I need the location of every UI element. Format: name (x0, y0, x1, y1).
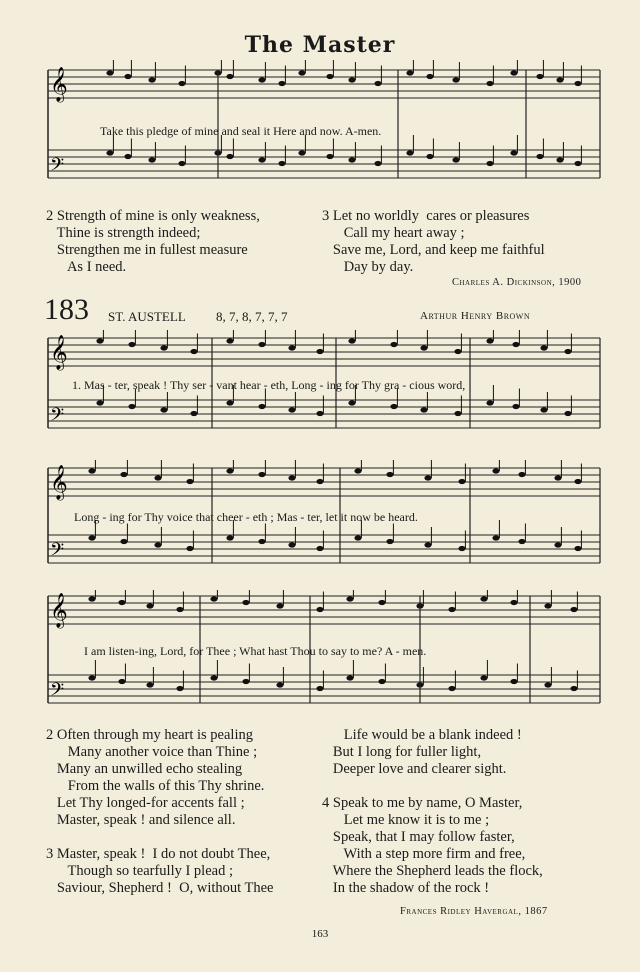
note-head (226, 400, 233, 405)
lyrics-line: Take this pledge of mine and seal it Here and now. A-men. (100, 124, 382, 138)
note-head (518, 539, 525, 544)
note-head (226, 154, 233, 159)
note-head (210, 596, 217, 601)
note-head (88, 596, 95, 601)
note-head (258, 77, 265, 82)
note-head (124, 154, 131, 159)
note-head (316, 411, 323, 416)
note-head (242, 600, 249, 605)
note-head (128, 404, 135, 409)
note-head (96, 338, 103, 343)
note-head (316, 686, 323, 691)
note-head (348, 338, 355, 343)
note-head (326, 154, 333, 159)
note-head (564, 349, 571, 354)
note-head (242, 679, 249, 684)
note-head (426, 74, 433, 79)
note-head (564, 411, 571, 416)
note-head (486, 161, 493, 166)
note-head (574, 161, 581, 166)
note-head (88, 468, 95, 473)
treble-clef: 𝄞 (50, 67, 68, 102)
note-head (574, 479, 581, 484)
note-head (540, 345, 547, 350)
verse-block-left: 2 Strength of mine is only weakness, Thine is strength indeed; Strengthen me in fullest measure As I need. (46, 208, 260, 275)
note-head (276, 682, 283, 687)
note-head (148, 77, 155, 82)
note-head (278, 161, 285, 166)
note-head (148, 157, 155, 162)
note-head (298, 150, 305, 155)
note-head (492, 535, 499, 540)
note-head (544, 682, 551, 687)
tune-name: ST. AUSTELL (108, 309, 186, 324)
note-head (570, 607, 577, 612)
note-head (288, 345, 295, 350)
note-head (176, 607, 183, 612)
note-head (556, 77, 563, 82)
note-head (154, 475, 161, 480)
composer-credit: Arthur Henry Brown (420, 310, 531, 322)
note-head (420, 407, 427, 412)
note-head (486, 338, 493, 343)
note-head (452, 157, 459, 162)
note-head (536, 154, 543, 159)
note-head (354, 535, 361, 540)
note-head (348, 400, 355, 405)
note-head (128, 342, 135, 347)
note-head (288, 542, 295, 547)
note-head (406, 150, 413, 155)
note-head (276, 603, 283, 608)
note-head (424, 475, 431, 480)
bass-clef: 𝄢 (50, 155, 65, 180)
note-head (374, 161, 381, 166)
note-head (348, 157, 355, 162)
note-head (316, 349, 323, 354)
note-head (278, 81, 285, 86)
meter: 8, 7, 8, 7, 7, 7 (216, 309, 288, 324)
verse-block-left: 2 Often through my heart is pealing Many another voice than Thine ; Many an unwilled echo stealing From the walls of this Thy shrine. Let Thy longed-for accents fall ; Master, speak ! and silence all. 3 Master, speak ! I do not doubt Thee, Though so tearfully I plead ; Saviour, Shepherd ! O, without Thee (46, 727, 274, 896)
page-number: 163 (311, 928, 329, 940)
note-head (536, 74, 543, 79)
note-head (458, 546, 465, 551)
treble-clef: 𝄞 (50, 335, 68, 370)
note-head (454, 411, 461, 416)
note-head (118, 679, 125, 684)
note-head (390, 342, 397, 347)
note-head (540, 407, 547, 412)
note-head (210, 675, 217, 680)
note-head (106, 150, 113, 155)
note-head (298, 70, 305, 75)
note-head (288, 475, 295, 480)
note-head (570, 686, 577, 691)
note-head (316, 607, 323, 612)
note-head (386, 539, 393, 544)
note-head (518, 472, 525, 477)
lyrics-line: 1. Mas - ter, speak ! Thy ser - vant hear - eth, Long - ing for Thy gra - cious word, (72, 378, 466, 392)
note-head (386, 472, 393, 477)
note-head (458, 479, 465, 484)
note-head (326, 74, 333, 79)
hymn-number: 183 (44, 293, 89, 326)
note-head (510, 70, 517, 75)
note-head (316, 479, 323, 484)
note-head (480, 675, 487, 680)
note-head (226, 338, 233, 343)
lyrics-line: Long - ing for Thy voice that cheer - eth ; Mas - ter, let it now be heard. (74, 510, 418, 524)
note-head (190, 349, 197, 354)
bass-clef: 𝄢 (50, 540, 65, 565)
note-head (146, 682, 153, 687)
note-head (226, 74, 233, 79)
treble-clef: 𝄞 (50, 593, 68, 628)
note-head (378, 679, 385, 684)
note-head (178, 81, 185, 86)
note-head (492, 468, 499, 473)
note-head (554, 475, 561, 480)
note-head (348, 77, 355, 82)
note-head (480, 596, 487, 601)
treble-clef: 𝄞 (50, 465, 68, 500)
note-head (512, 342, 519, 347)
note-head (486, 400, 493, 405)
note-head (88, 535, 95, 540)
note-head (354, 468, 361, 473)
note-head (160, 345, 167, 350)
note-head (258, 404, 265, 409)
verse-block-right: 3 Let no worldly cares or pleasures Call my heart away ; Save me, Lord, and keep me faithful Day by day. (322, 208, 545, 275)
note-head (420, 345, 427, 350)
note-head (226, 535, 233, 540)
note-head (120, 472, 127, 477)
note-head (258, 472, 265, 477)
note-head (378, 600, 385, 605)
note-head (154, 542, 161, 547)
note-head (178, 161, 185, 166)
note-head (406, 70, 413, 75)
note-head (424, 542, 431, 547)
note-head (288, 407, 295, 412)
note-head (574, 546, 581, 551)
bass-clef: 𝄢 (50, 680, 65, 705)
note-head (554, 542, 561, 547)
note-head (544, 603, 551, 608)
note-head (124, 74, 131, 79)
note-head (186, 546, 193, 551)
note-head (226, 468, 233, 473)
note-head (190, 411, 197, 416)
note-head (454, 349, 461, 354)
section-title: The Master (244, 32, 396, 58)
note-head (448, 686, 455, 691)
note-head (556, 157, 563, 162)
note-head (186, 479, 193, 484)
note-head (106, 70, 113, 75)
note-head (176, 686, 183, 691)
note-head (160, 407, 167, 412)
author-credit: Charles A. Dickinson, 1900 (452, 277, 582, 288)
lyrics-line: I am listen-ing, Lord, for Thee ; What hast Thou to say to me? A - men. (84, 644, 427, 658)
note-head (486, 81, 493, 86)
note-head (258, 539, 265, 544)
note-head (120, 539, 127, 544)
note-head (146, 603, 153, 608)
note-head (258, 342, 265, 347)
note-head (258, 157, 265, 162)
note-head (510, 600, 517, 605)
note-head (316, 546, 323, 551)
note-head (426, 154, 433, 159)
note-head (346, 596, 353, 601)
note-head (510, 679, 517, 684)
note-head (448, 607, 455, 612)
note-head (510, 150, 517, 155)
note-head (452, 77, 459, 82)
bass-clef: 𝄢 (50, 405, 65, 430)
author-credit: Frances Ridley Havergal, 1867 (400, 906, 548, 917)
note-head (96, 400, 103, 405)
note-head (512, 404, 519, 409)
note-head (374, 81, 381, 86)
verse-block-right: Life would be a blank indeed ! But I long for fuller light, Deeper love and clearer sight. 4 Speak to me by name, O Master, Let me know it is to me ; Speak, that I may follow faster, With a step more firm and free, Where the Shepherd leads the flock, In the shadow of the rock ! (322, 727, 543, 896)
note-head (88, 675, 95, 680)
note-head (346, 675, 353, 680)
note-head (390, 404, 397, 409)
note-head (574, 81, 581, 86)
note-head (118, 600, 125, 605)
